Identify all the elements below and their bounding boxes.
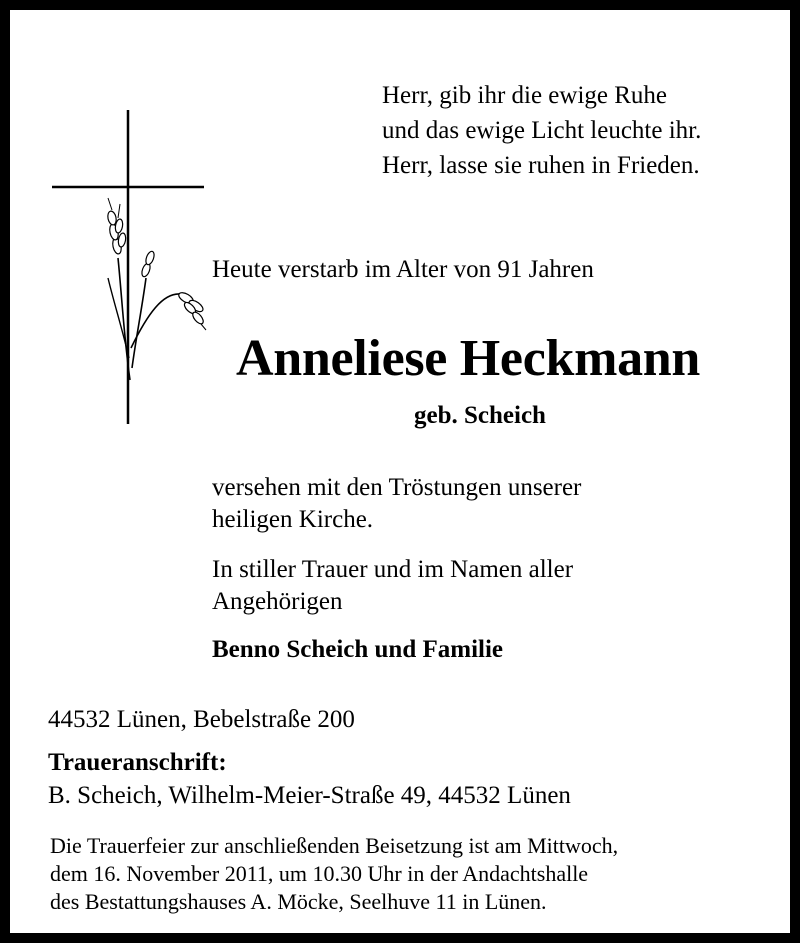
family-signature: Benno Scheich und Familie: [212, 636, 504, 663]
funeral-service-info: [50, 832, 618, 916]
residence-address: 44532 Lünen, Bebelstraße 200: [48, 706, 355, 733]
mourners-line: In stiller Trauer und im Namen aller: [212, 556, 574, 583]
mailing-address-label: Traueranschrift:: [48, 749, 227, 776]
comfort-line: versehen mit den Tröstungen unserer: [212, 474, 582, 501]
mailing-address: B. Scheich, Wilhelm-Meier-Straße 49, 44532 Lünen: [48, 782, 571, 809]
verse-line: und das ewige Licht leuchte ihr.: [382, 117, 702, 144]
service-line: dem 16. November 2011, um 10.30 Uhr in der Andachtshalle: [50, 861, 589, 886]
mourners-line: Angehörigen: [212, 588, 343, 615]
death-announcement: Heute verstarb im Alter von 91 Jahren: [212, 256, 594, 283]
deceased-name: Anneliese Heckmann: [236, 330, 701, 387]
mourners-text: [212, 554, 573, 618]
verse-line: Herr, lasse sie ruhen in Frieden.: [382, 152, 700, 179]
service-line: des Bestattungshauses A. Möcke, Seelhuve 11 in Lünen.: [50, 889, 547, 914]
maiden-name: geb. Scheich: [414, 402, 546, 429]
bible-verse: [382, 78, 701, 183]
verse-line: Herr, gib ihr die ewige Ruhe: [382, 82, 668, 109]
comfort-line: heiligen Kirche.: [212, 506, 374, 533]
service-line: Die Trauerfeier zur anschließenden Beisetzung ist am Mittwoch,: [50, 833, 619, 858]
comfort-text: [212, 472, 581, 536]
cross-with-wheat-icon: [38, 98, 208, 428]
